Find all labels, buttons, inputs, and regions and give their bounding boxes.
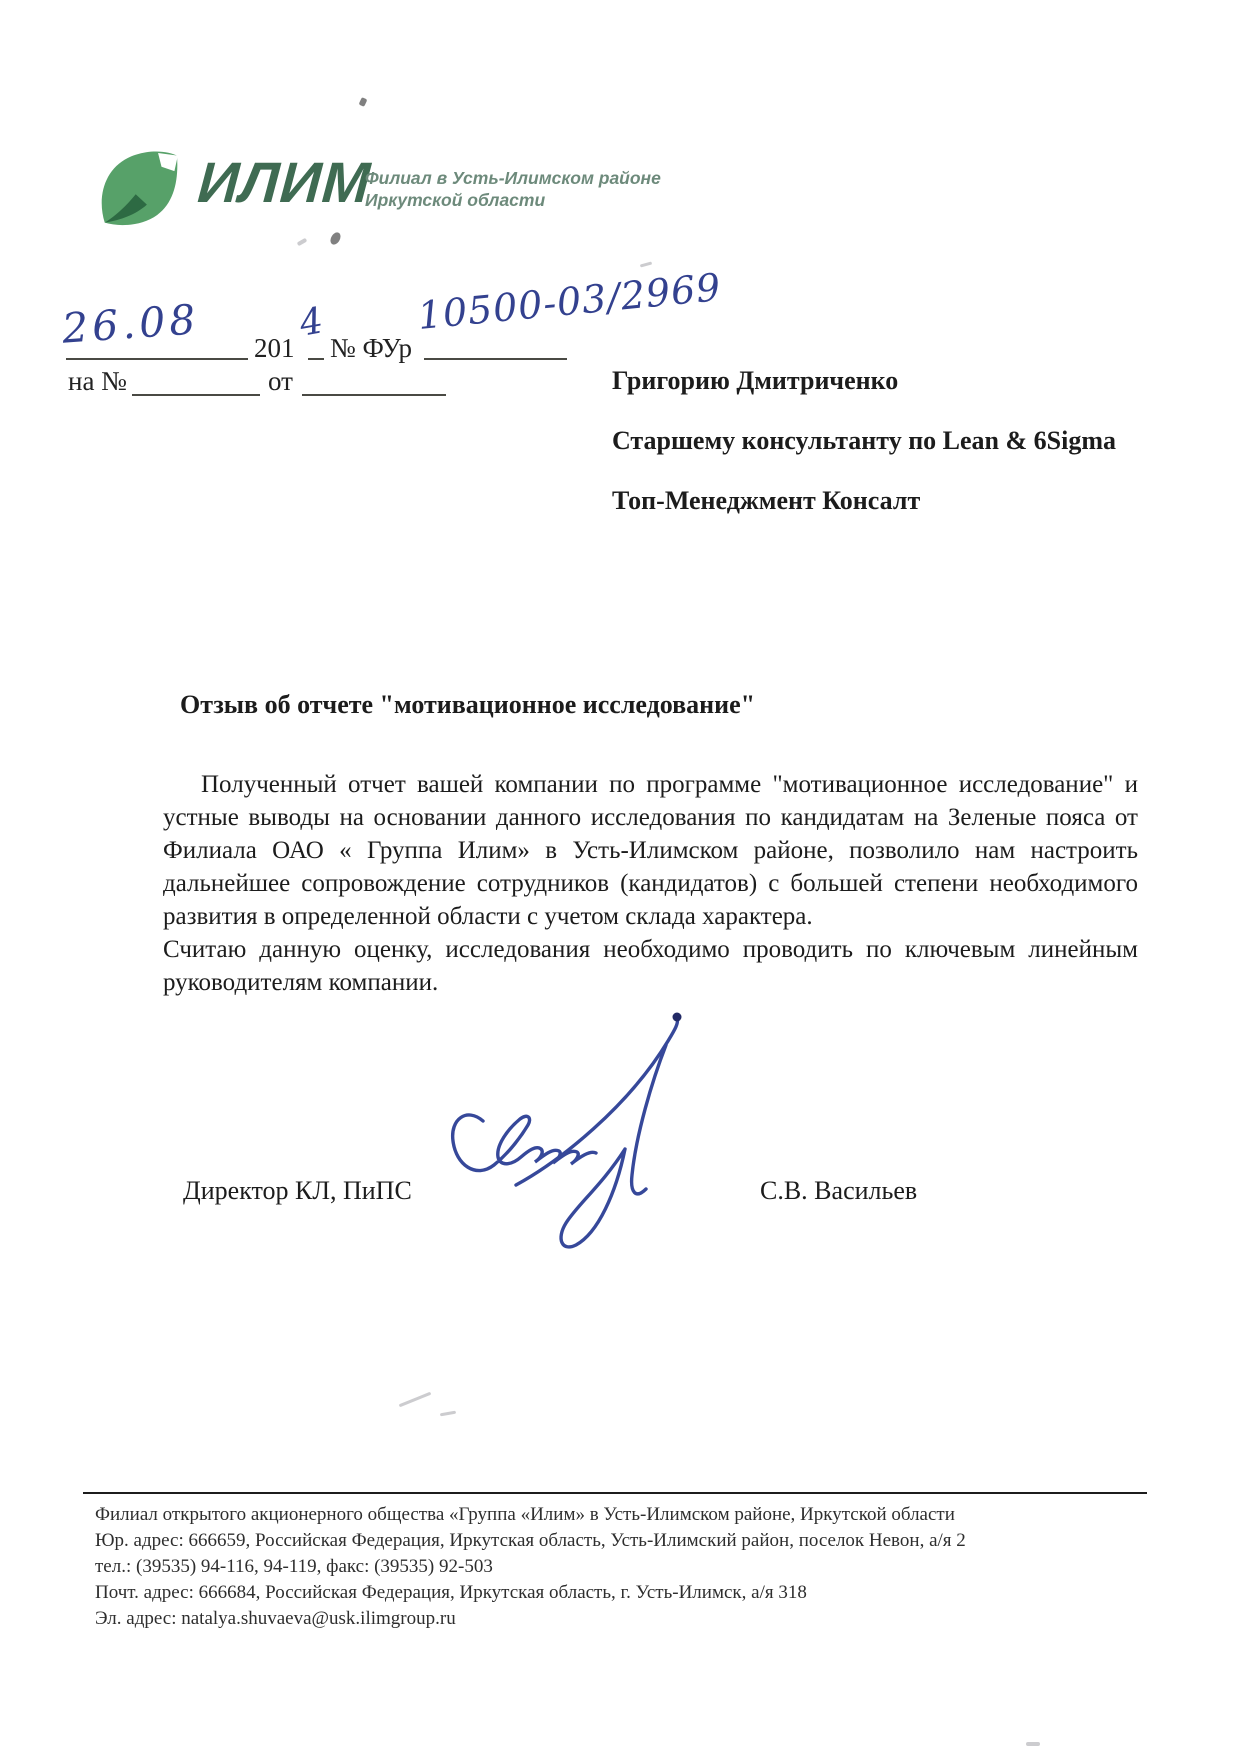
scan-artifact: [297, 238, 308, 246]
footer-line-company: Филиал открытого акционерного общества «Группа «Илим» в Усть-Илимском районе, Иркутской области: [95, 1504, 955, 1525]
brand-tagline-line1: Филиал в Усть-Илимском районе: [365, 168, 661, 188]
footer-rule: [83, 1492, 1147, 1494]
ref-number-label: № ФУр: [330, 333, 413, 363]
recipient-company: Топ-Менеджмент Консалт: [612, 486, 921, 515]
reply-from-underline: [302, 394, 446, 396]
ilim-leaf-logo-icon: [95, 147, 185, 233]
scan-artifact: [359, 97, 368, 107]
footer-line-legal-address: Юр. адрес: 666659, Российская Федерация, Иркутская область, Усть-Илимский район, поселок Невон, а/я 2: [95, 1530, 966, 1551]
ref-number-handwritten: 10500-03/2969: [415, 265, 724, 338]
signoff-name: С.В. Васильев: [760, 1176, 918, 1205]
scan-artifact: [1026, 1742, 1040, 1746]
footer-block: [95, 1502, 1155, 1632]
brand-tagline: [365, 167, 661, 211]
brand-tagline-line2: Иркутской области: [365, 190, 546, 210]
footer-line-phone: тел.: (39535) 94-116, 94-119, факс: (39535) 92-503: [95, 1556, 493, 1577]
signoff-position: Директор КЛ, ПиПС: [183, 1176, 412, 1205]
signature-scribble-icon: [420, 988, 720, 1260]
letter-body: [163, 768, 1138, 999]
scan-artifact: [440, 1411, 456, 1417]
ref-year-digit-handwritten: 4: [296, 300, 327, 345]
brand-wordmark: ИЛИМ: [195, 151, 373, 215]
subject-line: Отзыв об отчете "мотивационное исследование": [180, 690, 756, 719]
reply-from-label: от: [268, 366, 293, 396]
ref-date-handwritten: 26.08: [60, 295, 201, 353]
ref-year-printed: 201: [254, 333, 295, 363]
ref-number-underline: [424, 358, 567, 360]
body-paragraph-1: Полученный отчет вашей компании по программе "мотивационное исследование" и устные выводы на основании данного исследования по кандидатам на Зеленые пояса от Филиала ОАО « Группа Илим» в Усть-Илимском районе, позволило нам настроить дальнейшее сопровождение сотрудников (кандидатов) с большей степени необходимого развития в определенной области с учетом склада характера.: [163, 771, 1138, 930]
footer-line-postal-address: Почт. адрес: 666684, Российская Федерация, Иркутская область, г. Усть-Илимск, а/я 318: [95, 1582, 807, 1603]
recipient-name: Григорию Дмитриченко: [612, 366, 899, 395]
scan-artifact: [399, 1392, 432, 1408]
recipient-title: Старшему консультанту по Lean & 6Sigma: [612, 426, 1117, 455]
scan-artifact: [640, 261, 652, 267]
reply-number-underline: [132, 394, 260, 396]
footer-line-email: Эл. адрес: natalya.shuvaeva@usk.ilimgroup.ru: [95, 1608, 456, 1629]
ref-year-underline: [308, 358, 324, 360]
ref-date-underline: [66, 358, 248, 360]
body-paragraph-2: Считаю данную оценку, исследования необходимо проводить по ключевым линейным руководителям компании.: [163, 936, 1138, 996]
scan-artifact: [329, 231, 342, 246]
reply-number-label: на №: [68, 366, 127, 396]
